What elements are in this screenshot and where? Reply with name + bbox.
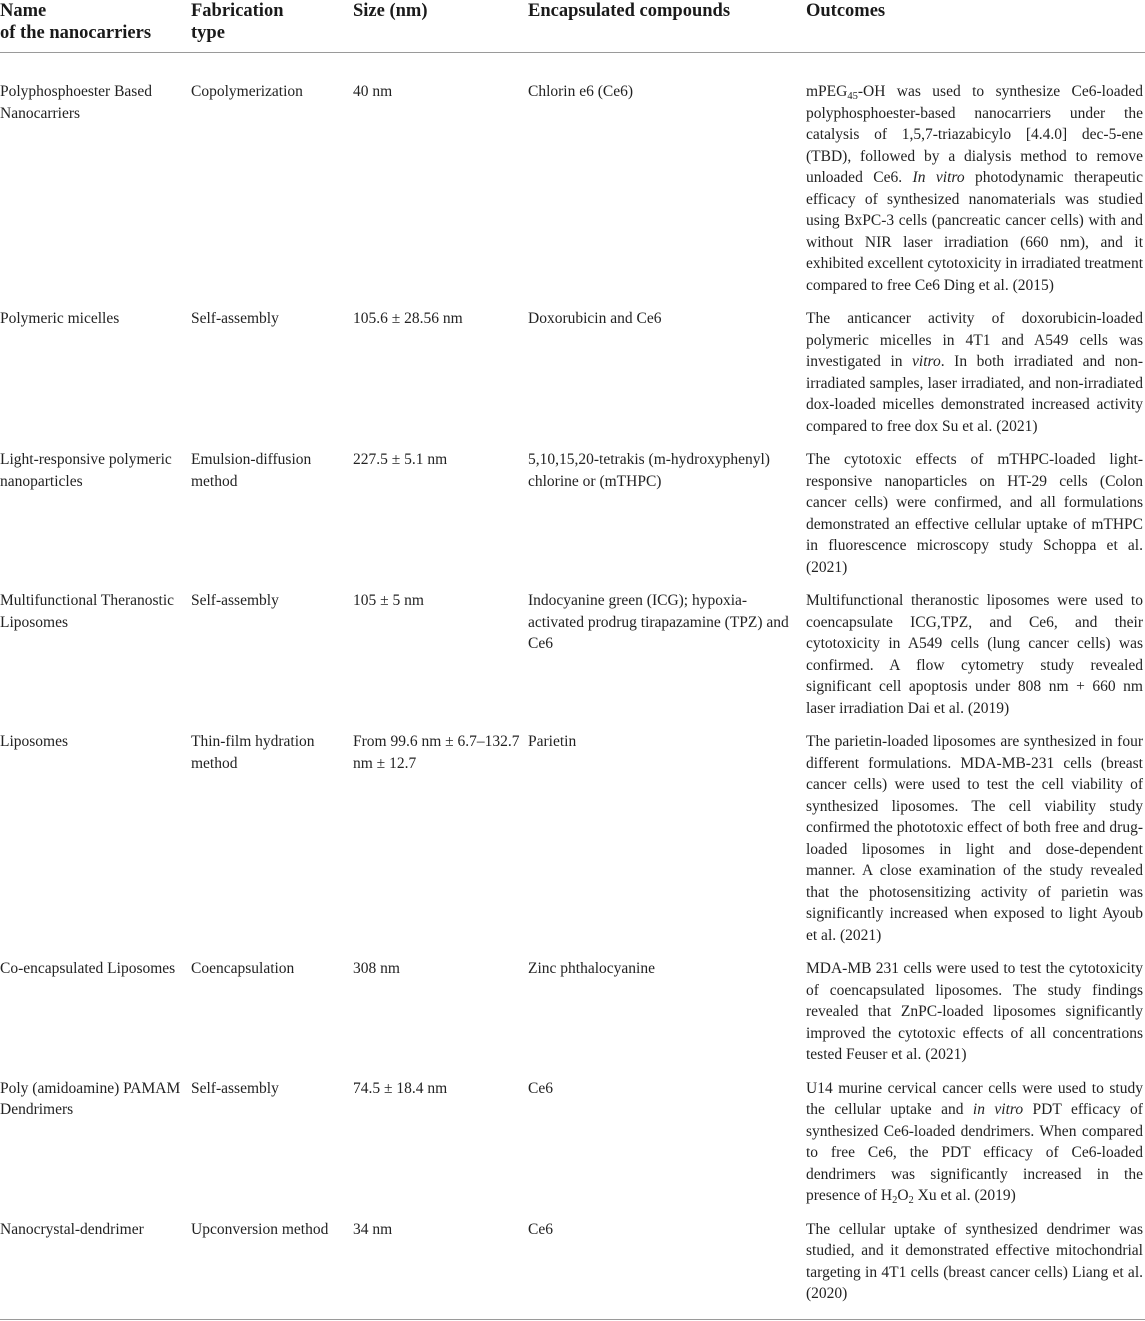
cell-fabrication: Upconversion method [191,1220,329,1238]
subscript: 45 [847,91,858,102]
cell-name: Multifunctional Theranostic Liposomes [0,592,175,631]
table-row [0,958,1145,1078]
header-size: Size (nm) [353,1,428,21]
cell-outcome: Multifunctional theranostic liposomes were used to coencapsulate ICG,TPZ, and Ce6, and their cytotoxicity in A549 cells (lung cancer cells) was confirmed. A flow cytometry study revealed significant cell apoptosis under 808 nm + 660 nm laser irradiation Dai et al. (2019) [806,592,1143,717]
outcome-text: photodynamic therapeutic efficacy of synthesized nanomaterials was studied using BxPC-3 cells (pancreatic cancer cells) with and without NIR laser irradiation (660 nm), and it exhibited excellent cytotoxicity in irradiated treatment compared to free Ce6 Ding et al. (2015) [806,169,1143,294]
cell-fabrication: Thin-film hydration method [191,733,315,772]
cell-fabrication: Self-assembly [191,1079,279,1097]
header-fabrication [191,0,353,53]
cell-name: Co-encapsulated Liposomes [0,960,176,977]
table-body [0,53,1145,1320]
cell-size: 227.5 ± 5.1 nm [353,451,448,468]
header-name-line2: of the nanocarriers [0,23,152,43]
header-name [0,0,191,53]
cell-name: Liposomes [0,733,69,750]
cell-outcome: The cytotoxic effects of mTHPC-loaded light-responsive nanoparticles on HT-29 cells (Colon cancer cells) were confirmed, and all formulations demonstrated an effective cellular uptake of mTHPC in fluorescence microscopy study Schoppa et al. (2021) [806,451,1143,576]
cell-outcome [806,1078,1145,1207]
outcome-text: U14 murine cervical cancer cells were used to study the cellular uptake and [806,1079,1143,1118]
header-fabrication-line2: type [191,23,225,43]
header-outcomes: Outcomes [806,1,886,21]
table-header [0,0,1145,53]
cell-compounds: Ce6 [528,1079,553,1097]
header-compounds: Encapsulated compounds [528,1,731,21]
outcome-text: . In both irradiated and non-irradiated samples, laser irradiated, and non-irradiated dox-loaded micelles demonstrated increased activity compared to free dox Su et al. (2021) [806,353,1143,435]
cell-compounds: Doxorubicin and Ce6 [528,310,662,327]
header-fabrication-line1: Fabrication [191,1,284,21]
cell-compounds: 5,10,15,20-tetrakis (m-hydroxyphenyl) chlorine or (mTHPC) [528,451,770,490]
cell-compounds: Chlorin e6 (Ce6) [528,83,634,100]
table-row [0,1078,1145,1219]
cell-fabrication: Self-assembly [191,592,279,609]
cell-outcome: The cellular uptake of synthesized dendrimer was studied, and it demonstrated effective mitochondrial targeting in 4T1 cells (breast cancer cells) Liang et al. (2020) [806,1220,1143,1302]
outcome-text: PDT efficacy of synthesized Ce6-loaded dendrimers. When compared to free Ce6, the PDT efficacy of Ce6-loaded dendrimers was significantly increased in the presence of H [806,1101,1143,1204]
outcome-italic: vitro [912,353,941,370]
outcome-text: mPEG [806,83,848,100]
cell-size: 105 ± 5 nm [353,592,424,609]
outcome-text: -OH was used to synthesize Ce6-loaded polyphosphoester-based nanocarriers under the catalysis of 1,5,7-triazabicylo [4.4.0] dec-5-ene (TBD), followed by a dialysis method to remove unloaded Ce6. [806,83,1143,186]
cell-size: 105.6 ± 28.56 nm [353,310,463,327]
cell-fabrication: Self-assembly [191,310,279,327]
cell-compounds: Indocyanine green (ICG); hypoxia-activated prodrug tirapazamine (TPZ) and Ce6 [528,592,789,652]
cell-size: 74.5 ± 18.4 nm [353,1079,448,1097]
cell-outcome: MDA-MB 231 cells were used to test the cytotoxicity of coencapsulated liposomes. The study findings revealed that ZnPC-loaded liposomes significantly improved the cytotoxic effects of all concentrations tested Feuser et al. (2021) [806,960,1143,1063]
header-row [0,0,1145,53]
cell-name: Poly (amidoamine) PAMAM Dendrimers [0,1079,181,1118]
subscript: 2 [892,1195,898,1206]
cell-size: From 99.6 nm ± 6.7–132.7 nm ± 12.7 [353,733,520,772]
cell-size: 34 nm [353,1220,393,1238]
cell-name: Nanocrystal-dendrimer [0,1220,144,1238]
outcome-italic: In vitro [912,169,965,186]
cell-fabrication: Coencapsulation [191,960,295,977]
cell-outcome [806,308,1145,437]
table-row [0,308,1145,449]
cell-size: 308 nm [353,960,400,977]
cell-fabrication: Copolymerization [191,83,303,100]
header-name-line1: Name [0,1,47,21]
cell-compounds: Parietin [528,733,577,750]
cell-name: Light-responsive polymeric nanoparticles [0,451,172,490]
cell-compounds: Zinc phthalocyanine [528,960,655,977]
table-row [0,1219,1145,1320]
table-row [0,53,1145,309]
cell-outcome [806,81,1145,296]
outcome-text: Xu et al. (2019) [913,1187,1016,1204]
table-row [0,731,1145,958]
cell-outcome: The parietin-loaded liposomes are synthesized in four different formulations. MDA-MB-231 cells (breast cancer cells) were used to test the cell viability of synthesized liposomes. The cell viability study confirmed the phototoxic effect of both free and drug-loaded liposomes in light and dose-dependent manner. A close examination of the study revealed that the photosensitizing activity of parietin was significantly increased when exposed to light Ayoub et al. (2021) [806,733,1143,944]
cell-name: Polyphosphoester Based Nanocarriers [0,83,152,122]
outcome-text: O [897,1187,909,1204]
cell-fabrication: Emulsion-diffusion method [191,451,312,490]
cell-compounds: Ce6 [528,1220,553,1238]
outcome-italic: in vitro [972,1101,1024,1118]
cell-size: 40 nm [353,83,393,100]
cell-name: Polymeric micelles [0,310,120,327]
outcome-text: The anticancer activity of doxorubicin-loaded polymeric micelles in 4T1 and A549 cells was investigated in [806,310,1143,370]
table-row [0,449,1145,590]
table-row [0,590,1145,731]
subscript: 2 [908,1195,914,1206]
